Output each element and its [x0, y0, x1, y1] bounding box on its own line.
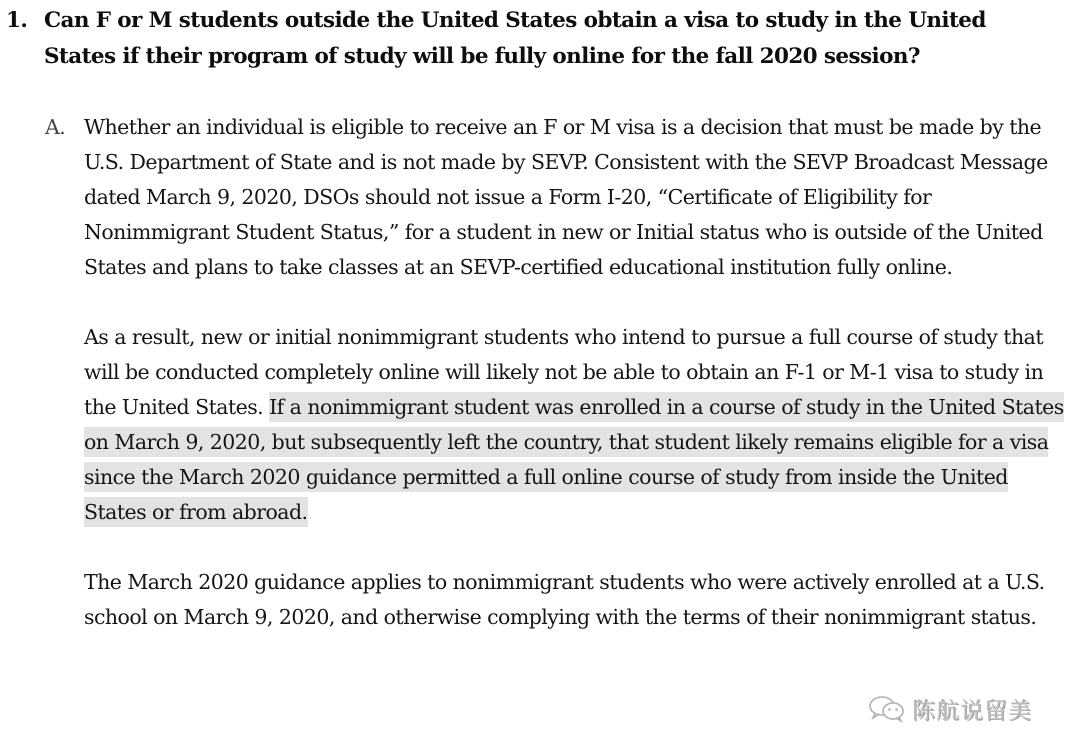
answer [0, 110, 1080, 670]
wechat-icon [868, 695, 908, 723]
watermark-text: 陈航说留美 [912, 698, 1032, 724]
answer-paragraph-3: The March 2020 guidance applies to nonimmigrant students who were actively enrolled at a U.S. school on March 9, 2020, and otherwise complying with the terms of their nonimmigrant status. [84, 570, 1045, 629]
watermark [868, 692, 1032, 725]
question-number: 1. [6, 8, 28, 33]
answer-letter: A. [45, 115, 66, 139]
paragraph-text: As a result, new or initial nonimmigrant students who intend to pursue a full course of study that will be conducted completely online will likely not be able to obtain an F-1 or M-1 visa to study in the United States. [84, 325, 1044, 419]
question-text: Can F or M students outside the United States obtain a visa to study in the United States if their program of study will be fully online for the fall 2020 session? [44, 8, 986, 69]
answer-paragraph-1: Whether an individual is eligible to receive an F or M visa is a decision that must be made by the U.S. Department of State and is not made by SEVP. Consistent with the SEVP Broadcast Message dated March 9, 2020, DSOs should not issue a Form I-20, “Certificate of Eligibility for Nonimmigrant Student Status,” for a student in new or Initial status who is outside of the United States and plans to take classes at an SEVP-certified educational institution fully online. [84, 115, 1048, 279]
answer-paragraph-2 [84, 320, 1064, 530]
question [0, 3, 1070, 74]
highlighted-text: If a nonimmigrant student was enrolled in a course of study in the United States on March 9, 2020, but subsequently left the country, that student likely remains eligible for a visa since the March 2020 guidance permitted a full online course of study from inside the United States or from abroad. [84, 392, 1064, 527]
